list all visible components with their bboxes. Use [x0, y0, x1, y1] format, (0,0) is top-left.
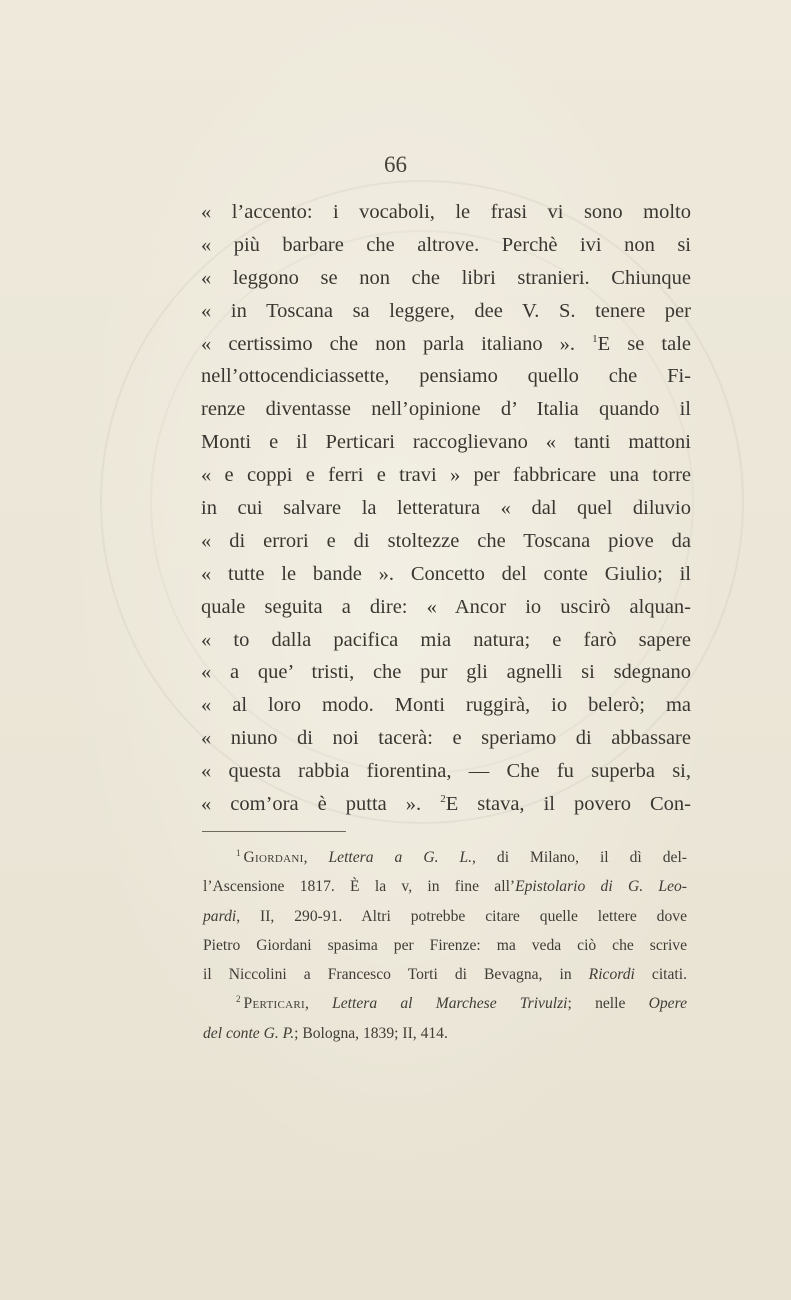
main-text [201, 196, 691, 821]
footnote-1-line [203, 843, 687, 872]
footnote-ref-1 [592, 333, 691, 355]
text-line: « al loro modo. Monti ruggirà, io belerò; ma [201, 694, 691, 717]
footnote-number: 1 [236, 848, 241, 858]
footnote-author: Giordani [243, 849, 304, 866]
footnote-2-line [203, 1019, 687, 1048]
footnote-title: Opere [648, 995, 688, 1013]
text-segment: , di Milano, il dì del- [472, 849, 687, 866]
footnote-1-line [203, 902, 687, 931]
text-line: « niuno di noi tacerà: e speriamo di abbassare [201, 727, 691, 750]
text-line: « questa rabbia fiorentina, — Che fu superba si, [201, 760, 691, 783]
text-segment: ; Bologna, 1839; II, 414. [294, 1024, 448, 1042]
text-segment: il Niccolini a Francesco Torti di Bevagna, in [203, 966, 589, 984]
text-line: Monti e il Perticari raccoglievano « tanti mattoni [201, 431, 691, 454]
text-segment: , [304, 995, 333, 1013]
footnote-title: Epistolario di G. Leo- [515, 878, 687, 896]
footnote-1-line: Pietro Giordani spasima per Firenze: ma veda ciò che scrive [203, 936, 687, 954]
text-line: quale seguita a dire: « Ancor io uscirò alquan- [201, 595, 691, 618]
text-line: « più barbare che altrove. Perchè ivi non si [201, 233, 691, 256]
text-line: « in Toscana sa leggere, dee V. S. tenere per [201, 299, 691, 322]
footnote-title: Lettera al Marchese Trivulzi [332, 995, 568, 1013]
footnote-marker: 1 [592, 332, 598, 345]
text-line: « di errori e di stoltezze che Toscana piove da [201, 529, 691, 552]
text-segment: « com’ora è putta ». [201, 793, 422, 816]
text-segment: ; nelle [567, 995, 649, 1013]
footnote-ref-2 [440, 793, 691, 815]
text-segment: citati. [634, 966, 687, 984]
text-line: « leggono se non che libri stranieri. Chiunque [201, 266, 691, 289]
footnote-title: pardi [203, 907, 237, 925]
text-segment: , II, 290-91. Altri potrebbe citare quelle lettere dove [236, 907, 687, 925]
footnote-title: Ricordi [588, 966, 635, 984]
text-line: « to dalla pacifica mia natura; e farò sapere [201, 628, 691, 651]
footnote-separator [202, 831, 346, 832]
footnote-1-line [203, 872, 687, 901]
text-line [201, 328, 691, 361]
text-line: « tutte le bande ». Concetto del conte Giulio; il [201, 562, 691, 585]
footnote-number: 2 [236, 994, 241, 1005]
text-segment: « certissimo che non parla italiano ». [201, 332, 576, 355]
page-number: 66 [384, 152, 407, 177]
text-line: « a que’ tristi, che pur gli agnelli si sdegnano [201, 661, 691, 684]
text-line: « e coppi e ferri e travi » per fabbricare una torre [201, 464, 691, 487]
footnote-1-line [203, 960, 687, 989]
text-segment: l’Ascensione 1817. È la v, in fine all’ [203, 878, 516, 896]
footnote-marker: 2 [440, 793, 446, 806]
text-line: in cui salvare la letteratura « dal quel diluvio [201, 497, 691, 520]
footnotes [203, 843, 687, 1048]
text-segment: , [303, 849, 329, 866]
text-segment: E stava, il povero Con- [445, 793, 691, 816]
text-segment: E se tale [597, 332, 691, 355]
footnote-title: Lettera a G. L. [328, 849, 473, 866]
footnote-title: del conte G. P. [203, 1024, 295, 1042]
text-line: nell’ottocendiciassette, pensiamo quello che Fi- [201, 365, 691, 388]
text-line: « l’accento: i vocaboli, le frasi vi sono molto [201, 201, 691, 223]
text-line: renze diventasse nell’opinione d’ Italia quando il [201, 398, 691, 421]
footnote-2-line [203, 989, 687, 1018]
footnote-author: Perticari [243, 995, 305, 1013]
text-line [201, 788, 691, 821]
